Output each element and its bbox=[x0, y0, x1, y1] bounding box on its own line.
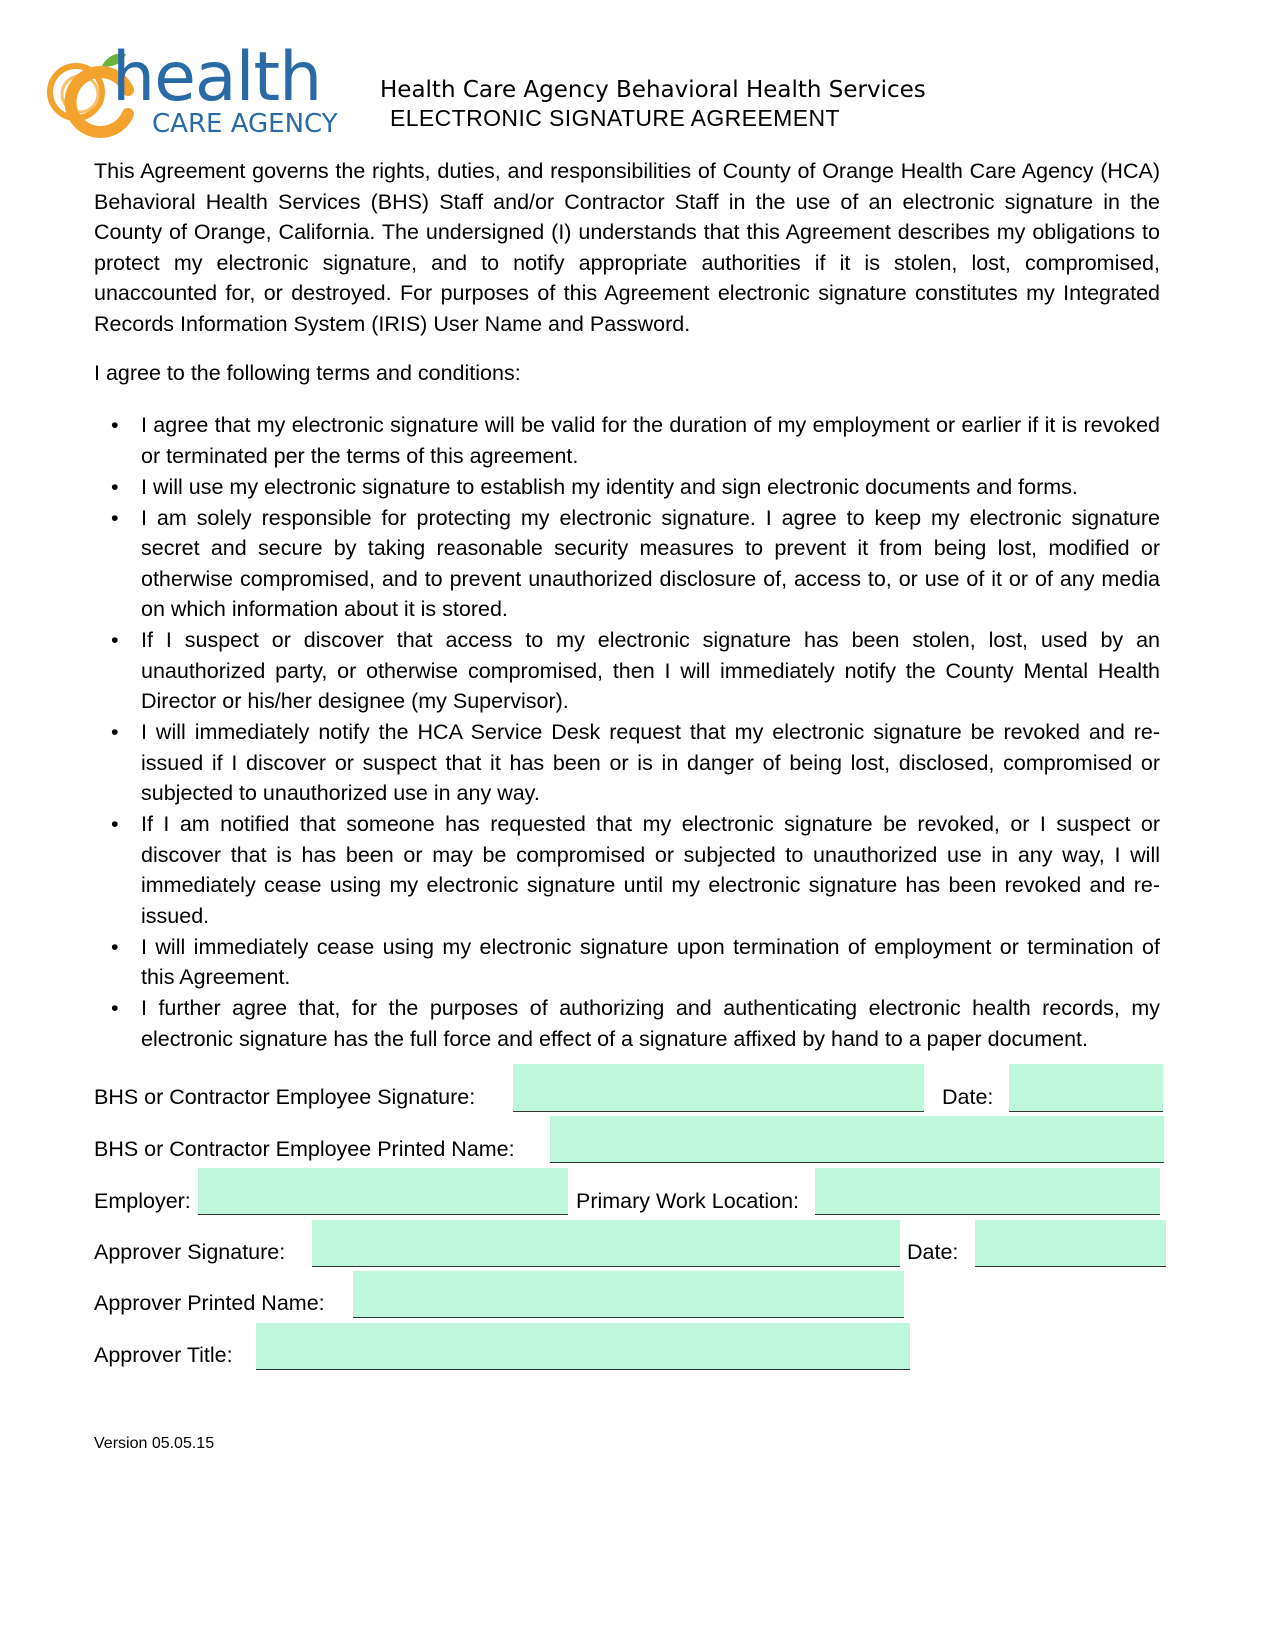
intro-paragraph: This Agreement governs the rights, duties, and responsibilities of County of Orange Health Care Agency (HCA) Behavioral Health Services (BHS) Staff and/or Contractor Staff in the use of an electronic signature in the County of Orange, California. The undersigned (I) understands that this Agreement describes my obligations to protect my electronic signature, and to notify appropriate authorities if it is stolen, lost, compromised, unaccounted for, or destroyed. For purposes of this Agreement electronic signature constitutes my Integrated Records Information System (IRIS) User Name and Password. bbox=[94, 159, 1160, 336]
bullet-icon: • bbox=[111, 628, 119, 652]
employee-date-field[interactable] bbox=[1009, 1064, 1163, 1112]
bullet-icon: • bbox=[111, 505, 119, 530]
term-text: I agree that my electronic signature will be valid for the duration of my employment or earlier if it is revoked or terminated per the terms of this agreement. bbox=[141, 413, 1160, 468]
term-item bbox=[94, 503, 1160, 625]
term-text: I further agree that, for the purposes of authorizing and authenticating electronic health records, my electronic signature has the full force and effect of a signature affixed by hand to a paper document. bbox=[141, 996, 1160, 1051]
terms-lead: I agree to the following terms and conditions: bbox=[94, 361, 521, 385]
logo-word: health bbox=[112, 38, 322, 117]
term-text: I will immediately notify the HCA Service Desk request that my electronic signature be revoked and re-issued if I discover or suspect that it has been or is in danger of being lost, disclosed, compromised or subjected to unauthorized use in any way. bbox=[141, 720, 1160, 805]
agency-logo bbox=[44, 38, 344, 140]
approver-printed-name-field[interactable] bbox=[353, 1271, 904, 1318]
approver-date-field[interactable] bbox=[975, 1220, 1166, 1267]
agency-title: Health Care Agency Behavioral Health Services bbox=[380, 77, 926, 103]
terms-list bbox=[94, 410, 1160, 1055]
document-title: ELECTRONIC SIGNATURE AGREEMENT bbox=[390, 105, 840, 131]
term-text: If I suspect or discover that access to my electronic signature has been stolen, lost, used by an unauthorized party, or otherwise compromised, then I will immediately notify the County Mental Health Director or his/her designee (my Supervisor). bbox=[141, 628, 1160, 713]
term-text: If I am notified that someone has requested that my electronic signature be revoked, or I suspect or discover that is has been or may be compromised or subjected to unauthorized use in any way, I will immediately cease using my electronic signature until my electronic signature has been revoked and re-issued. bbox=[141, 812, 1160, 928]
version-label: Version 05.05.15 bbox=[94, 1435, 215, 1452]
employee-printed-name-label: BHS or Contractor Employee Printed Name: bbox=[94, 1137, 515, 1161]
approver-title-label: Approver Title: bbox=[94, 1343, 233, 1367]
employee-signature-field[interactable] bbox=[513, 1064, 924, 1112]
approver-printed-name-label: Approver Printed Name: bbox=[94, 1291, 325, 1315]
term-text: I am solely responsible for protecting my electronic signature. I agree to keep my electronic signature secret and secure by taking reasonable security measures to prevent it from being lost, modified or otherwise compromised, and to prevent unauthorized disclosure of, access to, or use of it or of any media on which information about it is stored. bbox=[141, 505, 1160, 621]
bullet-icon: • bbox=[111, 934, 119, 959]
term-item bbox=[94, 809, 1160, 931]
term-item bbox=[94, 625, 1160, 717]
bullet-icon: • bbox=[111, 812, 119, 836]
bullet-icon: • bbox=[111, 474, 119, 499]
bullet-icon: • bbox=[111, 413, 119, 437]
term-item bbox=[94, 717, 1160, 809]
bullet-icon: • bbox=[111, 720, 119, 744]
term-item bbox=[94, 932, 1160, 993]
employee-signature-label: BHS or Contractor Employee Signature: bbox=[94, 1085, 476, 1109]
employer-label: Employer: bbox=[94, 1189, 191, 1213]
term-text: I will use my electronic signature to establish my identity and sign electronic documents and forms. bbox=[141, 474, 1078, 499]
term-item bbox=[94, 993, 1160, 1054]
term-item bbox=[94, 410, 1160, 471]
logo-subtitle: CARE AGENCY bbox=[152, 109, 338, 139]
work-location-field[interactable] bbox=[815, 1168, 1160, 1215]
term-text: I will immediately cease using my electronic signature upon termination of employment or termination of this Agreement. bbox=[141, 934, 1160, 989]
term-item bbox=[94, 472, 1160, 503]
date-label: Date: bbox=[907, 1240, 959, 1264]
work-location-label: Primary Work Location: bbox=[576, 1189, 800, 1213]
employer-field[interactable] bbox=[198, 1168, 568, 1215]
approver-title-field[interactable] bbox=[256, 1323, 910, 1370]
approver-signature-label: Approver Signature: bbox=[94, 1240, 286, 1264]
bullet-icon: • bbox=[111, 996, 119, 1020]
employee-printed-name-field[interactable] bbox=[550, 1116, 1164, 1163]
date-label: Date: bbox=[942, 1085, 994, 1109]
approver-signature-field[interactable] bbox=[312, 1220, 900, 1267]
